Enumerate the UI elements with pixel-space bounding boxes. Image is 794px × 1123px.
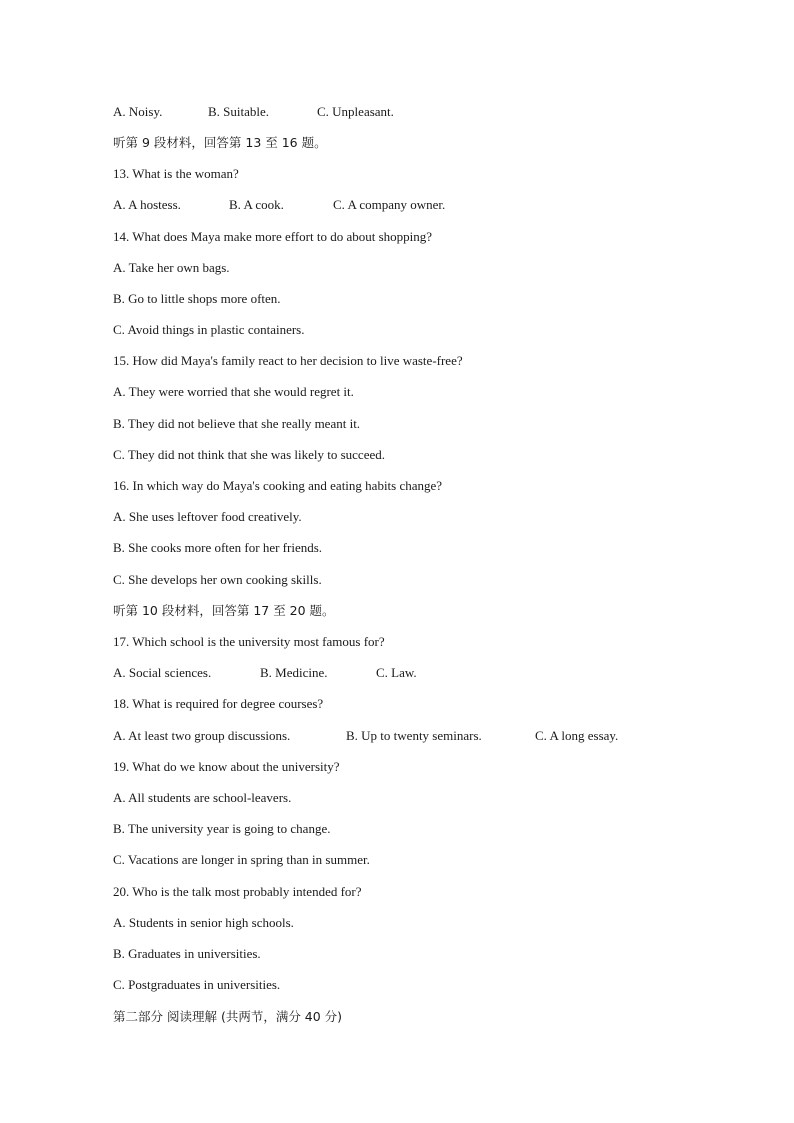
q16-option-b: B. She cooks more often for her friends.	[113, 540, 323, 555]
q17-options	[113, 665, 713, 681]
question-19: 19. What do we know about the university?	[113, 759, 340, 774]
q14-option-a: A. Take her own bags.	[113, 260, 230, 275]
q12-options	[113, 104, 713, 120]
question-14: 14. What does Maya make more effort to do about shopping?	[113, 229, 433, 244]
option-a: A. A hostess.	[113, 197, 181, 212]
q20-option-a: A. Students in senior high schools.	[113, 915, 294, 930]
option-a: A. At least two group discussions.	[113, 728, 291, 743]
part-2-heading: 第二部分 阅读理解 (共两节，满分 40 分)	[113, 1009, 343, 1024]
q15-option-b: B. They did not believe that she really meant it.	[113, 416, 361, 431]
question-17: 17. Which school is the university most famous for?	[113, 634, 385, 649]
q19-option-a: A. All students are school-leavers.	[113, 790, 292, 805]
section-9-instruction: 听第 9 段材料，回答第 13 至 16 题。	[113, 135, 327, 150]
option-b: B. Up to twenty seminars.	[346, 728, 482, 743]
option-b: B. Suitable.	[208, 104, 270, 119]
q20-option-b: B. Graduates in universities.	[113, 946, 261, 961]
q20-option-c: C. Postgraduates in universities.	[113, 977, 281, 992]
question-16: 16. In which way do Maya's cooking and eating habits change?	[113, 478, 443, 493]
q14-option-c: C. Avoid things in plastic containers.	[113, 322, 305, 337]
q16-option-c: C. She develops her own cooking skills.	[113, 572, 322, 587]
option-a: A. Social sciences.	[113, 665, 212, 680]
option-c: C. A long essay.	[535, 728, 619, 743]
option-b: B. Medicine.	[260, 665, 328, 680]
q14-option-b: B. Go to little shops more often.	[113, 291, 281, 306]
question-13: 13. What is the woman?	[113, 166, 239, 181]
question-18: 18. What is required for degree courses?	[113, 696, 324, 711]
q18-options	[113, 728, 713, 744]
option-c: C. Law.	[376, 665, 417, 680]
option-b: B. A cook.	[229, 197, 284, 212]
q13-options	[113, 197, 713, 213]
section-10-instruction: 听第 10 段材料，回答第 17 至 20 题。	[113, 603, 335, 618]
option-c: C. Unpleasant.	[317, 104, 394, 119]
q15-option-c: C. They did not think that she was likely to succeed.	[113, 447, 385, 462]
option-a: A. Noisy.	[113, 104, 163, 119]
question-20: 20. Who is the talk most probably intended for?	[113, 884, 362, 899]
q19-option-c: C. Vacations are longer in spring than in summer.	[113, 852, 370, 867]
option-c: C. A company owner.	[333, 197, 446, 212]
question-15: 15. How did Maya's family react to her decision to live waste-free?	[113, 353, 463, 368]
q19-option-b: B. The university year is going to change.	[113, 821, 331, 836]
q15-option-a: A. They were worried that she would regret it.	[113, 384, 354, 399]
q16-option-a: A. She uses leftover food creatively.	[113, 509, 302, 524]
